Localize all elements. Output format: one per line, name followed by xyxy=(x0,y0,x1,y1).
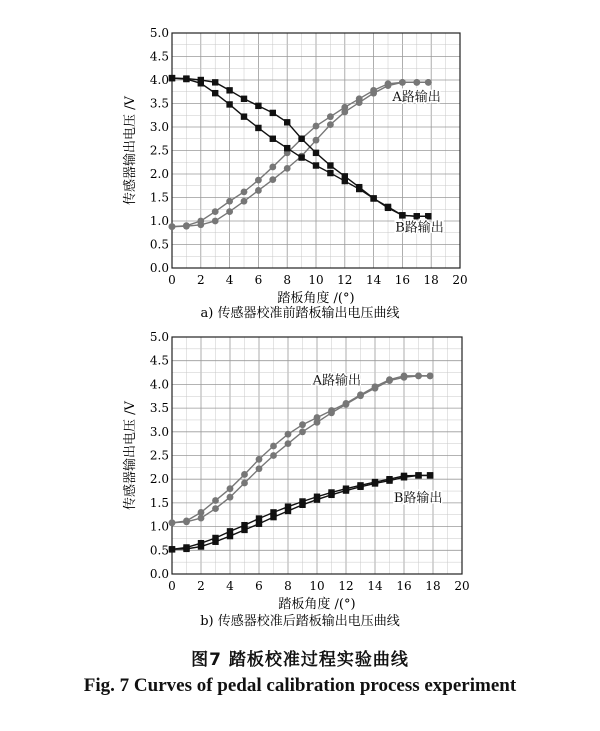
data-point-circle xyxy=(269,176,276,183)
y-tick-label: 0.5 xyxy=(149,543,169,558)
data-point-square xyxy=(313,150,319,156)
data-point-circle xyxy=(269,164,276,171)
data-point-circle xyxy=(241,480,248,487)
y-tick-label: 1.0 xyxy=(149,519,169,534)
x-tick-label: 12 xyxy=(338,579,354,593)
x-tick-label: 4 xyxy=(226,579,234,593)
data-point-square xyxy=(241,113,247,119)
data-point-square xyxy=(241,527,247,533)
x-tick-label: 0 xyxy=(168,273,176,287)
data-point-square xyxy=(385,204,391,210)
y-tick-label: 0.0 xyxy=(149,567,169,581)
data-point-circle xyxy=(227,485,234,492)
data-point-square xyxy=(372,480,378,486)
x-tick-label: 20 xyxy=(452,273,468,287)
data-point-circle xyxy=(270,443,277,450)
data-point-square xyxy=(299,502,305,508)
y-tick-label: 2.5 xyxy=(149,143,169,158)
data-point-circle xyxy=(415,372,422,379)
data-point-circle xyxy=(255,187,262,194)
data-point-square xyxy=(370,195,376,201)
data-point-square xyxy=(212,539,218,545)
data-point-circle xyxy=(299,428,306,435)
y-tick-label: 4.0 xyxy=(149,377,169,392)
x-tick-label: 8 xyxy=(283,273,292,287)
data-point-square xyxy=(401,474,407,480)
x-tick-label: 20 xyxy=(454,579,470,593)
data-point-circle xyxy=(328,409,335,416)
data-point-square xyxy=(357,484,363,490)
data-point-circle xyxy=(356,99,363,106)
data-point-square xyxy=(241,96,247,102)
data-point-square xyxy=(212,79,218,85)
data-point-circle xyxy=(212,505,219,512)
x-tick-label: 18 xyxy=(425,579,441,593)
chart-after-calibration xyxy=(122,330,470,629)
data-point-square xyxy=(343,487,349,493)
data-point-square xyxy=(169,75,175,81)
data-point-square xyxy=(256,521,262,527)
data-point-circle xyxy=(313,137,320,144)
series-line xyxy=(172,78,428,216)
data-point-circle xyxy=(427,372,434,379)
y-tick-label: 1.5 xyxy=(149,495,169,510)
data-point-circle xyxy=(227,494,234,501)
data-point-square xyxy=(328,492,334,498)
data-point-square xyxy=(270,514,276,520)
data-point-circle xyxy=(198,515,205,522)
data-point-circle xyxy=(183,518,190,525)
y-tick-label: 4.0 xyxy=(149,73,169,87)
data-point-square xyxy=(255,103,261,109)
figure-caption-en: Fig. 7 Curves of pedal calibration process experiment xyxy=(83,675,517,696)
data-point-square xyxy=(427,472,433,478)
data-point-square xyxy=(342,178,348,184)
data-point-circle xyxy=(343,401,350,408)
data-point-square xyxy=(399,212,405,218)
x-tick-label: 0 xyxy=(168,579,176,593)
data-point-square xyxy=(414,213,420,219)
data-point-square xyxy=(386,477,392,483)
data-point-circle xyxy=(197,221,204,228)
y-tick-label: 3.5 xyxy=(149,96,169,111)
data-point-square xyxy=(255,125,261,131)
data-point-circle xyxy=(169,223,176,230)
data-point-circle xyxy=(255,177,262,184)
x-axis-label: 踏板角度 /(°) xyxy=(278,597,356,612)
data-point-circle xyxy=(401,374,408,381)
series-annotation: A路输出 xyxy=(392,90,441,106)
chart-subtitle: a) 传感器校准前踏板输出电压曲线 xyxy=(200,306,400,321)
data-point-square xyxy=(183,546,189,552)
series-annotation: B路输出 xyxy=(393,490,443,506)
x-tick-label: 18 xyxy=(423,273,439,287)
x-tick-label: 8 xyxy=(284,579,292,593)
y-tick-label: 3.0 xyxy=(149,120,169,134)
y-tick-label: 2.0 xyxy=(149,167,169,181)
y-tick-label: 5.0 xyxy=(149,26,169,40)
data-point-square xyxy=(314,496,320,502)
data-point-square xyxy=(198,543,204,549)
data-point-square xyxy=(313,162,319,168)
x-tick-label: 10 xyxy=(309,579,325,593)
data-point-square xyxy=(226,101,232,107)
data-point-circle xyxy=(241,198,248,205)
chart-before-calibration xyxy=(122,26,468,321)
data-point-square xyxy=(212,90,218,96)
data-point-circle xyxy=(241,471,248,478)
data-point-square xyxy=(169,546,175,552)
y-tick-label: 1.0 xyxy=(149,214,169,228)
data-point-square xyxy=(285,508,291,514)
series-line xyxy=(172,78,428,216)
y-tick-label: 2.0 xyxy=(149,472,169,487)
data-point-square xyxy=(327,162,333,168)
x-tick-label: 14 xyxy=(365,273,382,287)
y-tick-label: 1.5 xyxy=(149,190,169,205)
data-point-square xyxy=(226,87,232,93)
data-point-circle xyxy=(299,421,306,428)
data-point-circle xyxy=(284,165,291,172)
data-point-circle xyxy=(183,223,190,230)
data-point-circle xyxy=(413,79,420,86)
data-point-circle xyxy=(212,497,219,504)
data-point-circle xyxy=(256,456,263,463)
data-point-circle xyxy=(341,109,348,116)
data-point-circle xyxy=(314,419,321,426)
x-tick-label: 6 xyxy=(254,273,263,287)
data-point-circle xyxy=(212,218,219,225)
data-point-square xyxy=(270,136,276,142)
data-point-circle xyxy=(357,392,364,399)
data-point-circle xyxy=(327,121,334,128)
y-tick-label: 4.5 xyxy=(149,49,169,64)
data-point-circle xyxy=(226,208,233,215)
data-point-square xyxy=(298,136,304,142)
x-tick-label: 2 xyxy=(196,273,205,287)
data-point-square xyxy=(284,145,290,151)
y-tick-label: 0.0 xyxy=(149,261,169,275)
data-point-square xyxy=(183,76,189,82)
data-point-circle xyxy=(425,79,432,86)
x-tick-label: 2 xyxy=(197,579,205,593)
data-point-square xyxy=(270,110,276,116)
data-point-circle xyxy=(270,452,277,459)
chart-subtitle: b) 传感器校准后踏板输出电压曲线 xyxy=(200,614,400,629)
x-tick-label: 14 xyxy=(367,579,383,593)
series-annotation: B路输出 xyxy=(395,220,444,236)
x-tick-label: 16 xyxy=(394,273,411,287)
data-point-circle xyxy=(386,377,393,384)
x-tick-label: 10 xyxy=(308,273,324,287)
x-axis-label: 踏板角度 /(°) xyxy=(277,291,355,306)
x-tick-label: 4 xyxy=(225,273,234,287)
data-point-circle xyxy=(241,188,248,195)
x-tick-label: 16 xyxy=(396,579,412,593)
y-axis-label: 传感器输出电压 /V xyxy=(123,96,138,205)
data-point-square xyxy=(356,186,362,192)
y-tick-label: 3.0 xyxy=(149,424,169,439)
data-point-circle xyxy=(327,113,334,120)
data-point-circle xyxy=(285,440,292,447)
data-point-circle xyxy=(256,465,263,472)
data-point-circle xyxy=(212,208,219,215)
data-point-square xyxy=(284,119,290,125)
data-point-square xyxy=(415,472,421,478)
data-point-square xyxy=(425,213,431,219)
data-point-square xyxy=(227,533,233,539)
y-axis-label: 传感器输出电压 /V xyxy=(123,401,138,510)
x-tick-label: 12 xyxy=(337,273,353,287)
y-tick-label: 5.0 xyxy=(149,330,169,344)
series-annotation: A路输出 xyxy=(312,373,362,389)
data-point-square xyxy=(198,80,204,86)
data-point-square xyxy=(298,154,304,160)
x-tick-label: 6 xyxy=(255,579,263,593)
data-point-square xyxy=(327,170,333,176)
y-tick-label: 4.5 xyxy=(149,353,169,368)
data-point-circle xyxy=(226,198,233,205)
data-point-circle xyxy=(313,123,320,130)
data-point-circle xyxy=(285,431,292,438)
y-tick-label: 3.5 xyxy=(149,401,169,416)
data-point-circle xyxy=(385,82,392,89)
data-point-circle xyxy=(399,79,406,86)
data-point-circle xyxy=(370,90,377,97)
y-tick-label: 0.5 xyxy=(149,237,169,252)
y-tick-label: 2.5 xyxy=(149,448,169,463)
data-point-circle xyxy=(372,385,379,392)
data-point-circle xyxy=(169,519,176,526)
figure-caption-cn: 图7 踏板校准过程实验曲线 xyxy=(191,650,409,670)
